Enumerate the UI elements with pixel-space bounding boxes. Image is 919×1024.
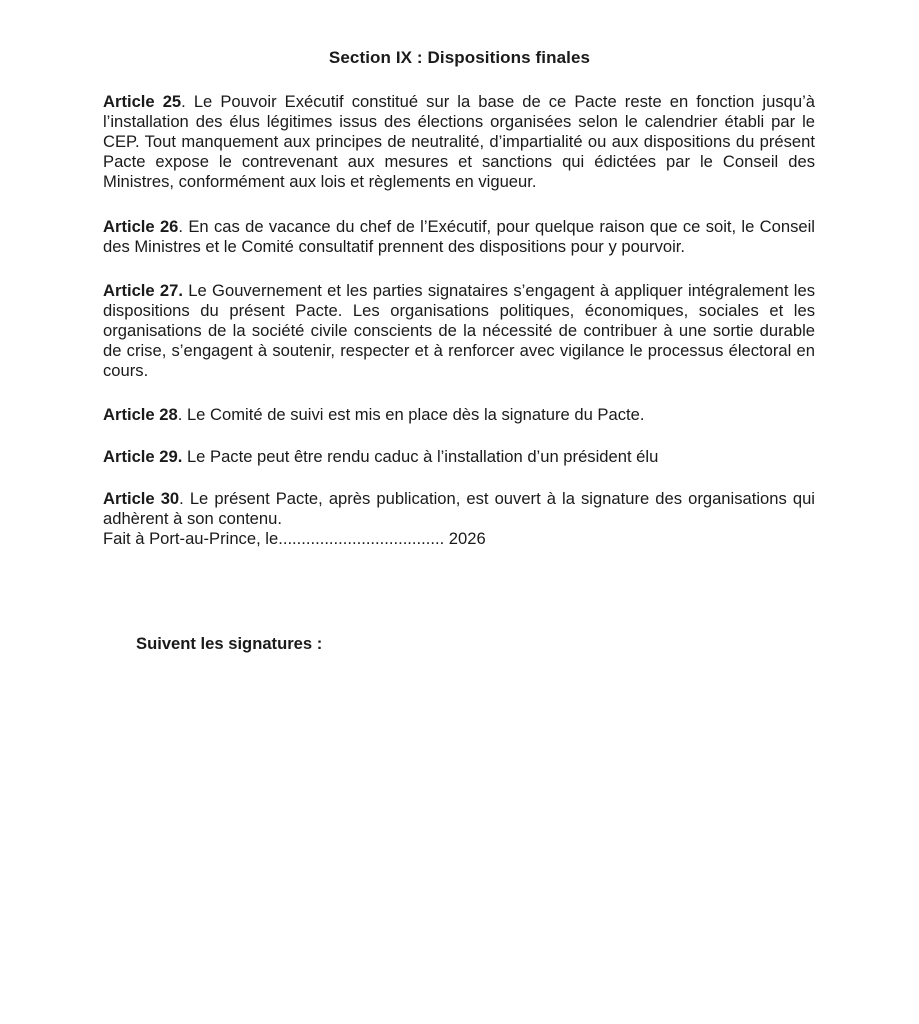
article-punct: . <box>179 489 184 508</box>
article-30 <box>103 489 815 549</box>
article-29 <box>103 447 815 467</box>
article-25 <box>103 92 815 192</box>
article-label: Article 25 <box>103 92 182 111</box>
article-text: Le présent Pacte, après publication, est ouvert à la signature des organisations qui adhèrent à son contenu. <box>103 489 815 528</box>
article-27 <box>103 281 815 381</box>
article-text: Le Pacte peut être rendu caduc à l’installation d’un président élu <box>182 447 659 466</box>
article-label: Article 27. <box>103 281 184 300</box>
article-punct: . <box>178 217 184 236</box>
article-label: Article 28 <box>103 405 178 424</box>
article-text: En cas de vacance du chef de l’Exécutif, pour quelque raison que ce soit, le Conseil des Ministres et le Comité consultatif prennent des dispositions pour y pourvoir. <box>103 217 815 256</box>
signatures-heading: Suivent les signatures : <box>136 634 323 653</box>
article-30-body <box>103 489 815 529</box>
article-28 <box>103 405 815 425</box>
article-punct: . <box>181 92 186 111</box>
article-punct: . <box>177 405 183 424</box>
article-label: Article 29. <box>103 447 183 466</box>
article-text: Le Gouvernement et les parties signataires s’engagent à appliquer intégralement les dispositions du présent Pacte. Les organisations politiques, économiques, sociales et les organisations de la société civile conscients de la nécessité de contribuer à une sortie durable de crise, s’engagent à soutenir, respecter et à renforcer avec vigilance le processus électoral en cours. <box>103 281 815 380</box>
article-26 <box>103 217 815 257</box>
article-text: Le Pouvoir Exécutif constitué sur la base de ce Pacte reste en fonction jusqu’à l’installation des élus légitimes issus des élections organisées selon le calendrier établi par le CEP. Tout manquement aux principes de neutralité, d’impartialité ou aux dispositions du présent Pacte expose le contrevenant aux mesures et sanctions qui édictées par le Conseil des Ministres, conformément aux lois et règlements en vigueur. <box>103 92 815 191</box>
place-date-line: Fait à Port-au-Prince, le.................................... 2026 <box>103 529 486 548</box>
article-label: Article 26 <box>103 217 179 236</box>
article-label: Article 30 <box>103 489 180 508</box>
section-title: Section IX : Dispositions finales <box>328 48 591 67</box>
article-text: Le Comité de suivi est mis en place dès la signature du Pacte. <box>182 405 645 424</box>
